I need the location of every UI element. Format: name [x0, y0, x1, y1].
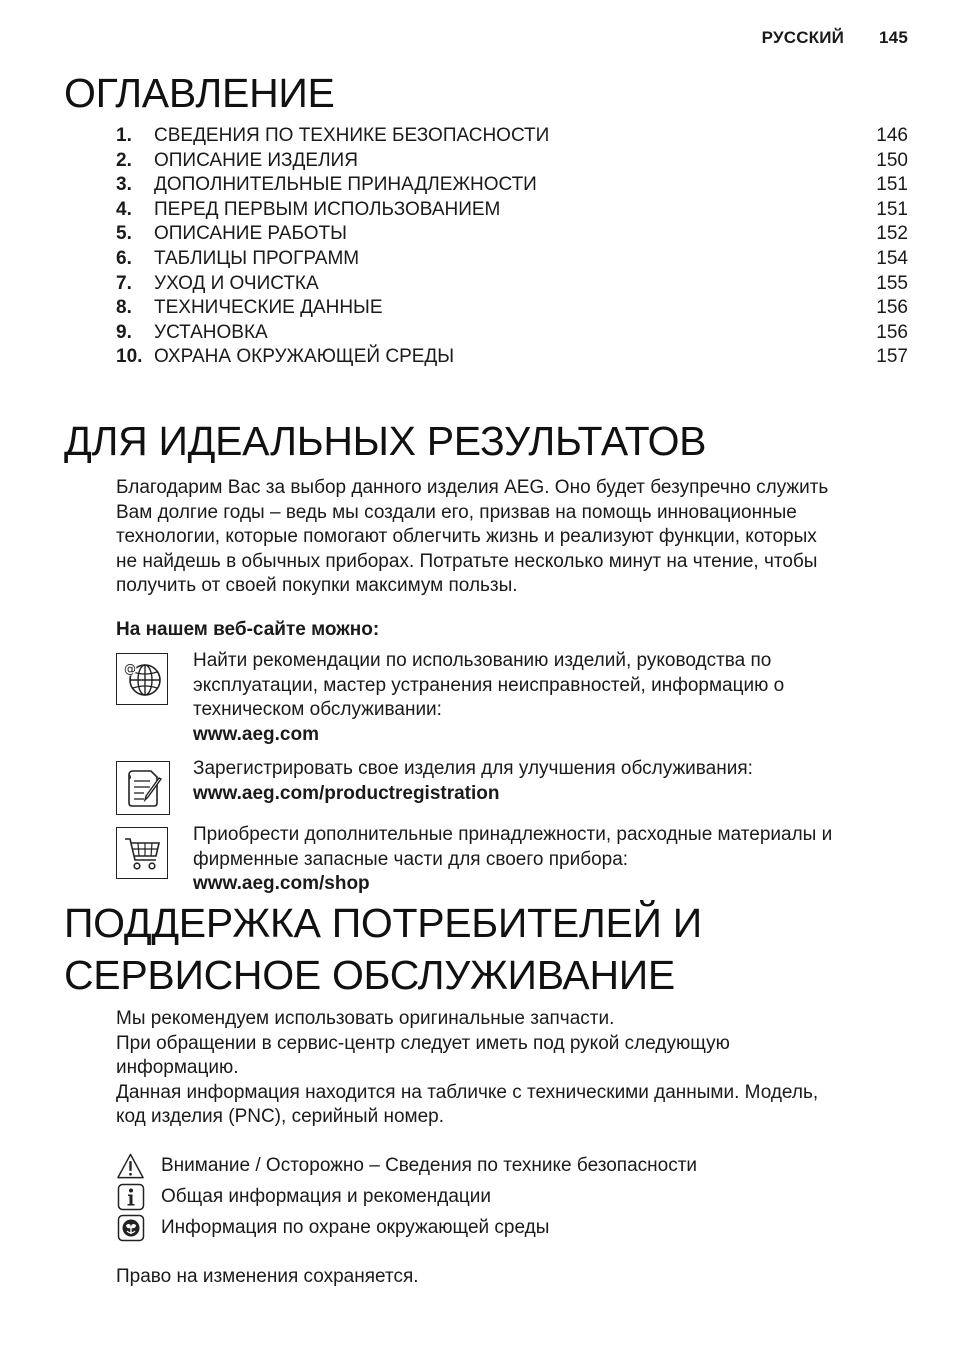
toc-item-page: 151 — [876, 174, 908, 196]
toc-title: ОГЛАВЛЕНИЕ — [64, 70, 335, 116]
toc-item-number: 8. — [116, 297, 132, 319]
toc-item-label: ТАБЛИЦЫ ПРОГРАММ — [154, 247, 360, 269]
toc-item-number: 6. — [116, 247, 132, 269]
toc-item-page: 150 — [876, 149, 908, 171]
support-section-title: ПОДДЕРЖКА ПОТРЕБИТЕЛЕЙ И СЕРВИСНОЕ ОБСЛУЖИВАНИЕ — [64, 900, 702, 998]
website-heading: На нашем веб-сайте можно: — [116, 619, 380, 640]
intro-line: технологии, которые помогают облегчить жизнь и реализуют функции, которых — [116, 526, 817, 547]
warning-triangle-icon — [116, 1152, 145, 1179]
toc-item-page: 157 — [876, 346, 908, 368]
toc-item[interactable] — [116, 222, 908, 247]
toc-item[interactable] — [116, 272, 908, 297]
toc-item-number: 7. — [116, 272, 132, 294]
toc-item[interactable] — [116, 124, 908, 149]
toc-item-label: ОХРАНА ОКРУЖАЮЩЕЙ СРЕДЫ — [154, 346, 455, 368]
feature-text: Зарегистрировать свое изделия для улучшения обслуживания: www.aeg.com/productregistration — [193, 757, 893, 806]
toc-item[interactable] — [116, 198, 908, 223]
toc-item-number: 5. — [116, 223, 132, 245]
legend-environment — [116, 1214, 906, 1244]
toc-item-label: УХОД И ОЧИСТКА — [154, 272, 319, 294]
legend-info — [116, 1183, 906, 1213]
feature-text: Приобрести дополнительные принадлежности, расходные материалы и фирменные запасные части для своего прибора: www.aeg.com/shop — [193, 823, 893, 897]
language-label: РУССКИЙ — [761, 28, 845, 47]
toc-item[interactable] — [116, 345, 908, 370]
toc-item-number: 10. — [116, 346, 143, 368]
support-line: При обращении в сервис-центр следует иметь под рукой следующую — [116, 1032, 730, 1054]
toc-item-number: 2. — [116, 149, 132, 171]
page-number: 145 — [879, 28, 908, 47]
toc-item-number: 3. — [116, 174, 132, 196]
toc-item-page: 146 — [876, 125, 908, 146]
environment-icon — [116, 1214, 145, 1241]
legend-text: Информация по охране окружающей среды — [161, 1217, 550, 1238]
feature-text: Найти рекомендации по использованию изделий, руководства по эксплуатации, мастер устранения неисправностей, информацию о техническом обслуживании: www.aeg.com — [193, 649, 893, 747]
support-line: Данная информация находится на табличке с техническими данными. Модель, — [116, 1081, 819, 1103]
support-line: информацию. — [116, 1057, 239, 1078]
intro-line: не найдешь в обычных приборах. Потратьте несколько минут на чтение, чтобы — [116, 550, 818, 572]
toc-item[interactable] — [116, 173, 908, 198]
registration-form-icon — [116, 761, 170, 815]
support-line: код изделия (PNC), серийный номер. — [116, 1106, 445, 1127]
registration-link[interactable]: www.aeg.com/productregistration — [193, 782, 500, 804]
toc-item[interactable] — [116, 296, 908, 321]
toc-item-page: 154 — [876, 247, 908, 269]
toc-item-label: ТЕХНИЧЕСКИЕ ДАННЫЕ — [154, 297, 383, 319]
legend-warning — [116, 1152, 906, 1182]
toc-item-number: 9. — [116, 321, 132, 343]
intro-line: Благодарим Вас за выбор данного изделия AEG. Оно будет безупречно служить — [116, 477, 829, 498]
info-icon — [116, 1183, 145, 1210]
legend-text: Общая информация и рекомендации — [161, 1186, 491, 1207]
page-header — [762, 28, 908, 48]
intro-line: получить от своей покупки максимум пользы. — [116, 575, 518, 596]
toc-item-page: 156 — [876, 321, 908, 343]
disclaimer: Право на изменения сохраняется. — [116, 1266, 419, 1287]
toc-item-label: УСТАНОВКА — [154, 321, 268, 343]
toc-item-page: 151 — [876, 198, 908, 220]
toc-item-label: ОПИСАНИЕ ИЗДЕЛИЯ — [154, 149, 358, 171]
support-line: Мы рекомендуем использовать оригинальные запчасти. — [116, 1008, 615, 1029]
toc-item-label: ОПИСАНИЕ РАБОТЫ — [154, 223, 347, 245]
website-link[interactable]: www.aeg.com — [193, 723, 319, 745]
svg-text:@: @ — [124, 662, 136, 676]
toc-item[interactable] — [116, 149, 908, 174]
toc-item[interactable] — [116, 321, 908, 346]
toc-item-page: 155 — [876, 272, 908, 294]
legend-text: Внимание / Осторожно – Сведения по технике безопасности — [161, 1155, 698, 1176]
support-paragraph — [116, 1007, 906, 1130]
globe-icon — [116, 653, 168, 705]
toc-item-number: 1. — [116, 125, 132, 146]
shopping-cart-icon — [116, 827, 168, 879]
toc-item-page: 156 — [876, 297, 908, 319]
toc-item-label: ДОПОЛНИТЕЛЬНЫЕ ПРИНАДЛЕЖНОСТИ — [154, 174, 537, 196]
intro-paragraph — [116, 476, 906, 599]
toc-item-number: 4. — [116, 198, 132, 220]
toc-item-page: 152 — [876, 223, 908, 245]
intro-line: Вам долгие годы – ведь мы создали его, призвав на помощь инновационные — [116, 501, 797, 523]
results-section-title: ДЛЯ ИДЕАЛЬНЫХ РЕЗУЛЬТАТОВ — [64, 418, 707, 464]
toc-item-label: СВЕДЕНИЯ ПО ТЕХНИКЕ БЕЗОПАСНОСТИ — [154, 125, 550, 146]
shop-link[interactable]: www.aeg.com/shop — [193, 873, 370, 894]
toc-item-label: ПЕРЕД ПЕРВЫМ ИСПОЛЬЗОВАНИЕМ — [154, 198, 501, 220]
toc-item[interactable] — [116, 247, 908, 272]
table-of-contents — [116, 124, 908, 370]
